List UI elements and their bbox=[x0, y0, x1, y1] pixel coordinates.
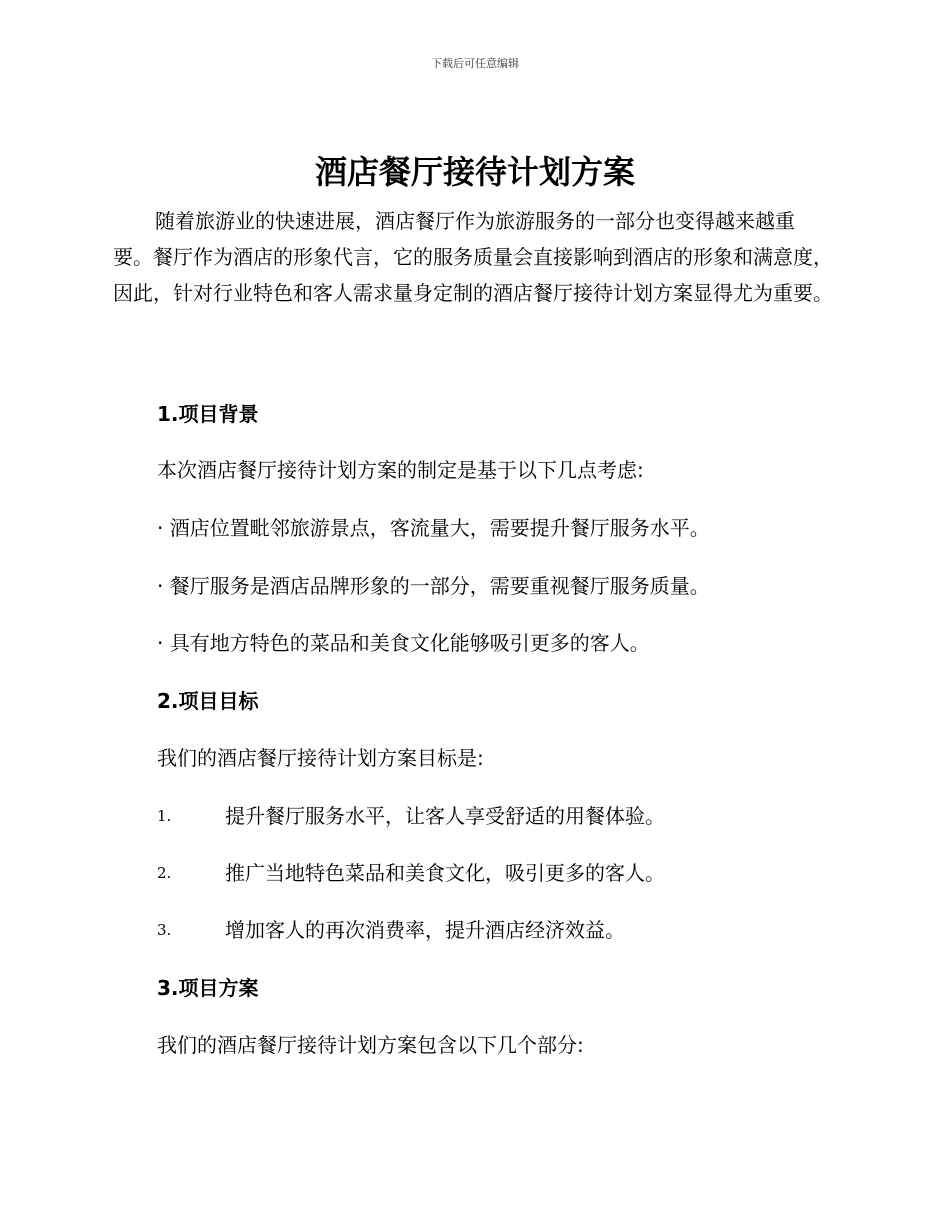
section-lead-goals: 我们的酒店餐厅接待计划方案目标是: bbox=[157, 746, 484, 770]
item-text: 增加客人的再次消费率，提升酒店经济效益。 bbox=[225, 918, 625, 942]
document-title: 酒店餐厅接待计划方案 bbox=[314, 153, 635, 191]
section-lead-background: 本次酒店餐厅接待计划方案的制定是基于以下几点考虑: bbox=[157, 458, 644, 482]
item-number: 2. bbox=[157, 864, 172, 882]
item-text: 提升餐厅服务水平，让客人享受舒适的用餐体验。 bbox=[225, 804, 665, 828]
section-heading-plan: 3.项目方案 bbox=[157, 976, 259, 1000]
item-number: 1. bbox=[157, 807, 172, 825]
section-lead-plan: 我们的酒店餐厅接待计划方案包含以下几个部分: bbox=[157, 1033, 584, 1057]
item-text: 推广当地特色菜品和美食文化，吸引更多的客人。 bbox=[225, 861, 665, 885]
item-number: 3. bbox=[157, 921, 172, 939]
section-heading-goals: 2.项目目标 bbox=[157, 689, 259, 713]
header-note: 下载后可任意编辑 bbox=[431, 57, 519, 70]
bullet-item: · 餐厅服务是酒店品牌形象的一部分，需要重视餐厅服务质量。 bbox=[157, 574, 710, 598]
section-heading-background: 1.项目背景 bbox=[157, 402, 259, 426]
bullet-item: · 具有地方特色的菜品和美食文化能够吸引更多的客人。 bbox=[157, 631, 650, 655]
intro-paragraph: 随着旅游业的快速进展，酒店餐厅作为旅游服务的一部分也变得越来越重要。餐厅作为酒店的形象代言，它的服务质量会直接影响到酒店的形象和满意度，因此，针对行业特色和客人需求量身定制的酒店餐厅接待计划方案显得尤为重要。 bbox=[113, 209, 833, 305]
bullet-item: · 酒店位置毗邻旅游景点，客流量大，需要提升餐厅服务水平。 bbox=[157, 516, 710, 540]
